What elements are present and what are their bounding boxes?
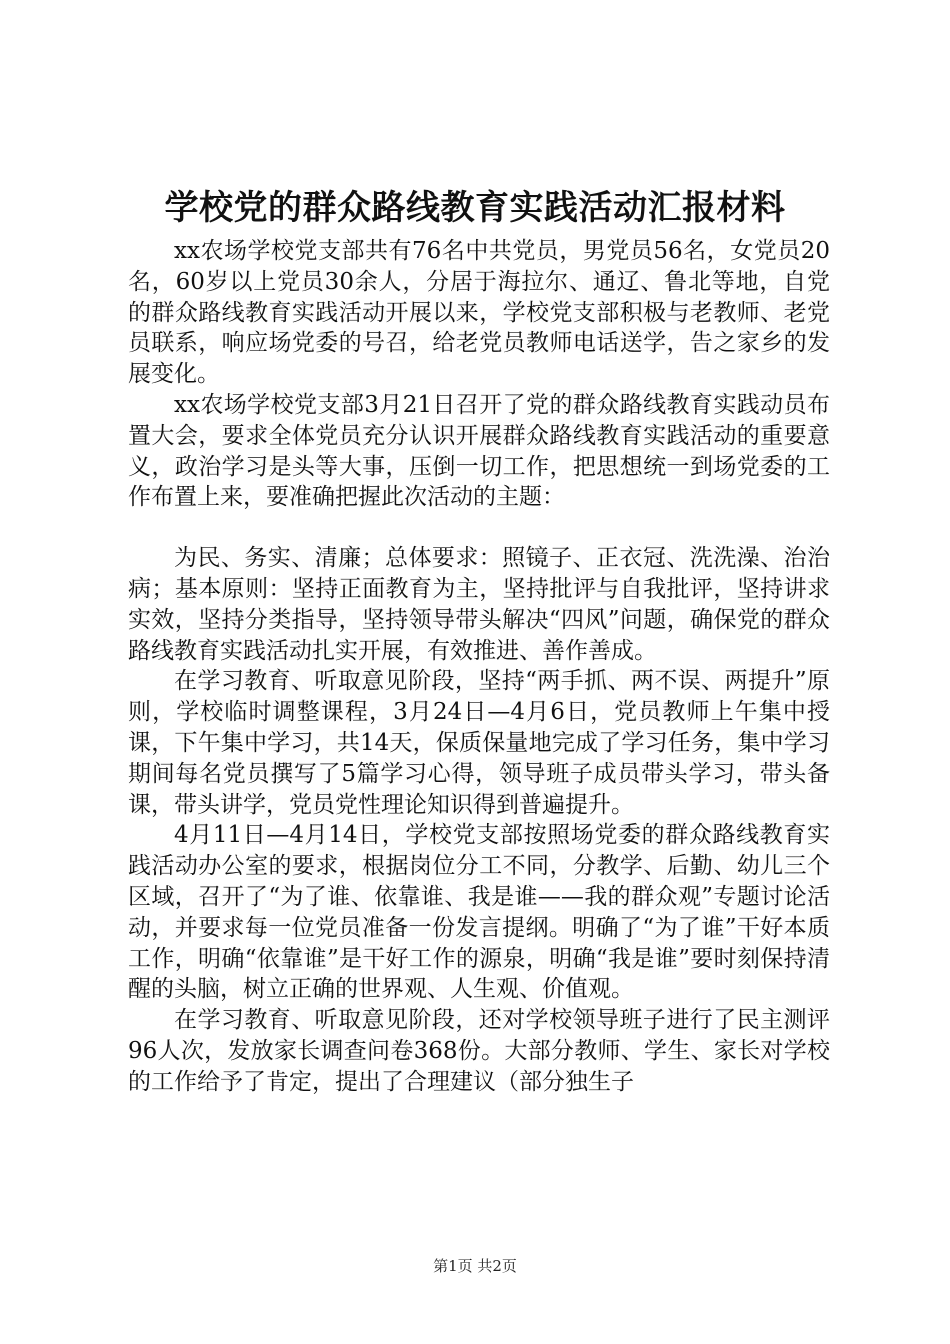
paragraph-4: 在学习教育、听取意见阶段，坚持“两手抓、两不误、两提升”原则，学校临时调整课程，3月24日—4月6日，党员教师上午集中授课，下午集中学习，共14天，保质保量地完成了学习任务，集中学习期间每名党员撰写了5篇学习心得，领导班子成员带头学习，带头备课，带头讲学，党员党性理论知识得到普遍提升。 [128,668,830,818]
paragraph-2: xx农场学校党支部3月21日召开了党的群众路线教育实践动员布置大会，要求全体党员充分认识开展群众路线教育实践活动的重要意义，政治学习是头等大事，压倒一切工作，把思想统一到场党委的工作布置上来，要准确把握此次活动的主题： [128,391,830,511]
page-footer: 第1页 共2页 [433,1257,517,1275]
document-body [128,236,830,1098]
paragraph-6: 在学习教育、听取意见阶段，还对学校领导班子进行了民主测评96人次，发放家长调查问卷368份。大部分教师、学生、家长对学校的工作给予了肯定，提出了合理建议（部分独生子 [128,1007,830,1095]
paragraph-3: 为民、务实、清廉；总体要求：照镜子、正衣冠、洗洗澡、治治病；基本原则：坚持正面教育为主，坚持批评与自我批评，坚持讲求实效，坚持分类指导，坚持领导带头解决“四风”问题，确保党的群众路线教育实践活动扎实开展，有效推进、善作善成。 [128,545,830,664]
document-title: 学校党的群众路线教育实践活动汇报材料 [164,188,786,228]
paragraph-5: 4月11日—4月14日，学校党支部按照场党委的群众路线教育实践活动办公室的要求，根据岗位分工不同，分教学、后勤、幼儿三个区域，召开了“为了谁、依靠谁、我是谁——我的群众观”专题讨论活动，并要求每一位党员准备一份发言提纲。明确了“为了谁”干好本质工作，明确“依靠谁”是干好工作的源泉，明确“我是谁”要时刻保持清醒的头脑，树立正确的世界观、人生观、价值观。 [128,822,830,1003]
paragraph-1: xx农场学校党支部共有76名中共党员，男党员56名，女党员20名，60岁以上党员30余人，分居于海拉尔、通辽、鲁北等地，自党的群众路线教育实践活动开展以来，学校党支部积极与老教师、老党员联系，响应场党委的号召，给老党员教师电话送学，告之家乡的发展变化。 [128,238,830,388]
